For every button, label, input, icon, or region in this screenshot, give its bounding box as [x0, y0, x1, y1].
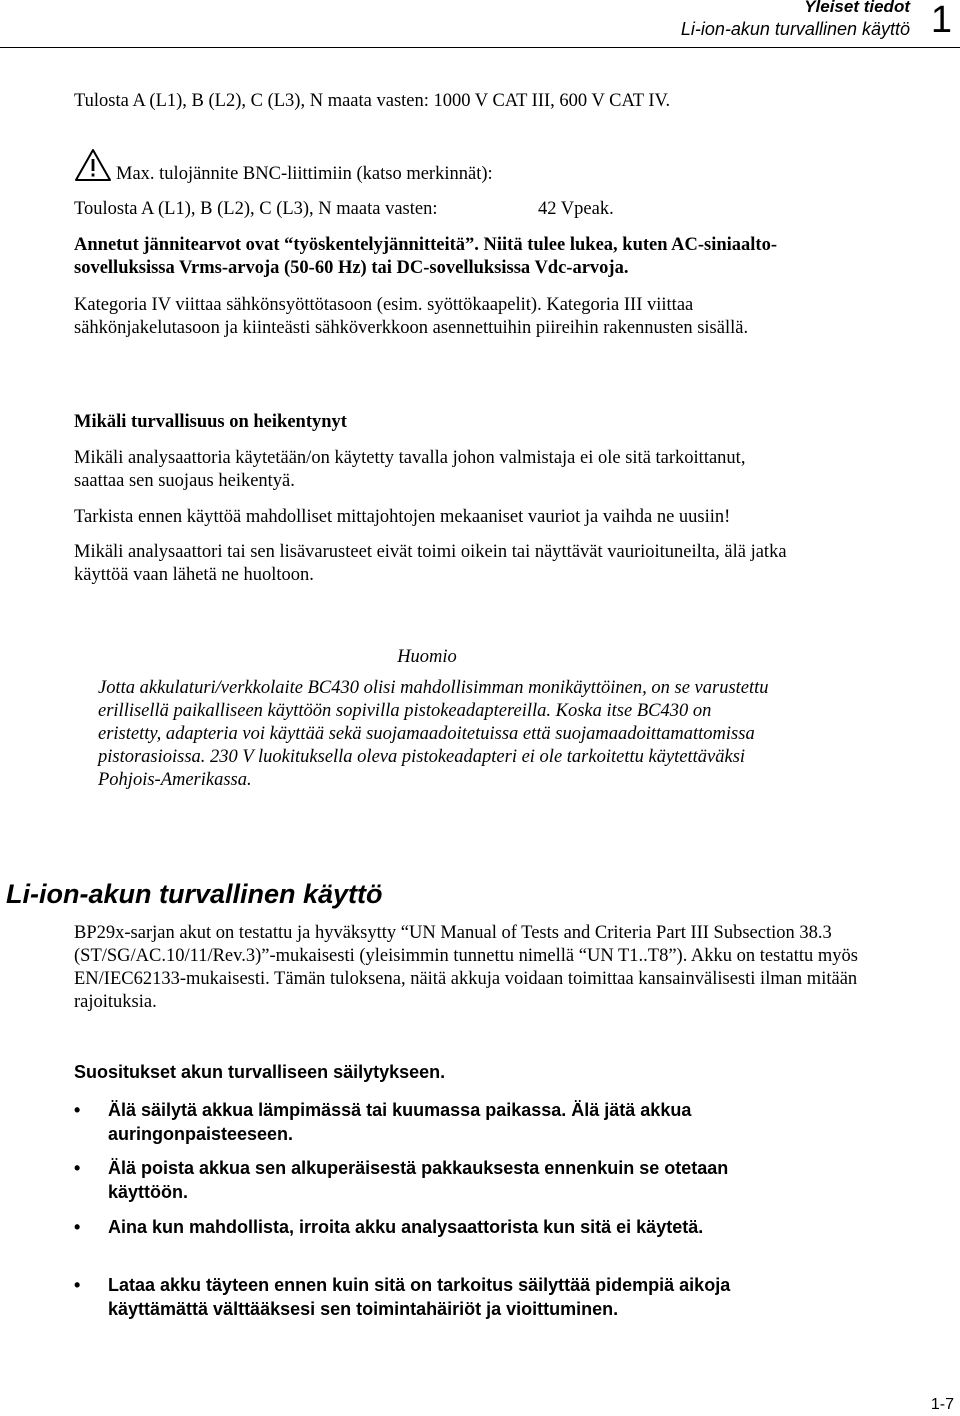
liion-intro: BP29x-sarjan akut on testattu ja hyväksytty “UN Manual of Tests and Criteria Part III Subsection 38.3 (ST/SG/AC.10/11/Rev.3)”-mukaisesti (yleisimmin tunnettu nimellä “UN T1..T8”). Akku on testattu myös EN/IEC62133-mukaisesti. Tämän tuloksena, näitä akkuja voidaan toimittaa kansainvälisesti ilman mitään rajoituksia.	[74, 923, 858, 1012]
input-voltage-line: Tulosta A (L1), B (L2), C (L3), N maata vasten: 1000 V CAT III, 600 V CAT IV.	[74, 91, 671, 111]
bullet-icon: •	[74, 1217, 81, 1237]
bullet-icon: •	[74, 1100, 81, 1120]
list-item	[74, 1215, 794, 1239]
list-item	[74, 1098, 794, 1146]
list-item-text: Älä säilytä akkua lämpimässä tai kuumassa paikassa. Älä jätä akkua auringonpaisteeseen.	[108, 1100, 692, 1144]
header-chapter-number: 1	[930, 0, 952, 41]
category-note: Kategoria IV viittaa sähkönsyöttötasoon (esim. syöttökaapelit). Kategoria III viittaa sähkönjakelutasoon ja kiinteästi sähköverkkoon asennettuihin piireihin rakennusten sisällä.	[74, 295, 749, 338]
section-heading: Li-ion-akun turvallinen käyttö	[6, 879, 383, 909]
safety-heading: Mikäli turvallisuus on heikentynyt	[74, 412, 347, 432]
note-title: Huomio	[397, 647, 457, 667]
bnc-voltage-line: Toulosta A (L1), B (L2), C (L3), N maata vasten:	[74, 199, 438, 219]
page-number: 1-7	[930, 1396, 954, 1413]
list-item	[74, 1273, 794, 1321]
working-voltage-note: Annetut jännitearvot ovat “työskentelyjännitteitä”. Niitä tulee lukea, kuten AC-siniaalto-sovelluksissa Vrms-arvoja (50-60 Hz) tai DC-sovelluksissa Vdc-arvoja.	[74, 235, 777, 278]
header-rule	[0, 47, 960, 48]
list-item	[74, 1156, 794, 1204]
bullet-icon: •	[74, 1158, 81, 1178]
list-item-text: Aina kun mahdollista, irroita akku analysaattorista kun sitä ei käytetä.	[108, 1217, 704, 1237]
bullet-icon: •	[74, 1275, 81, 1295]
storage-heading: Suositukset akun turvalliseen säilytykseen.	[74, 1062, 446, 1082]
list-item-text: Älä poista akkua sen alkuperäisestä pakkauksesta ennenkuin se otetaan käyttöön.	[108, 1158, 729, 1202]
bnc-heading: Max. tulojännite BNC-liittimiin (katso merkinnät):	[116, 164, 493, 184]
bnc-voltage-value: 42 Vpeak.	[538, 199, 614, 219]
warning-triangle-icon	[74, 148, 112, 182]
note-body: Jotta akkulaturi/verkkolaite BC430 olisi mahdollisimman monikäyttöinen, on se varustettu erillisellä paikalliseen käyttöön sopivilla pistokeadaptereilla. Koska itse BC430 on eristetty, adapteria voi käyttää sekä suojamaadoitetuissa että suojamaadoittamattomissa pistorasioissa. 230 V luokituksella oleva pistokeadapteri ei ole tarkoitettu käytettäväksi Pohjois-Amerikassa.	[98, 678, 769, 790]
safety-paragraph-2: Tarkista ennen käyttöä mahdolliset mittajohtojen mekaaniset vauriot ja vaihda ne uusiin!	[74, 507, 731, 527]
header-section-title: Yleiset tiedot	[804, 0, 910, 16]
safety-paragraph-3: Mikäli analysaattori tai sen lisävarusteet eivät toimi oikein tai näyttävät vaurioituneilta, älä jatka käyttöä vaan lähetä ne huoltoon.	[74, 542, 787, 585]
list-item-text: Lataa akku täyteen ennen kuin sitä on tarkoitus säilyttää pidempiä aikoja käyttämättä välttääksesi sen toimintahäiriöt ja vioittuminen.	[108, 1275, 731, 1319]
safety-paragraph-1: Mikäli analysaattoria käytetään/on käytetty tavalla johon valmistaja ei ole sitä tarkoittanut, saattaa sen suojaus heikentyä.	[74, 448, 746, 491]
header-page-title: Li-ion-akun turvallinen käyttö	[680, 19, 910, 39]
